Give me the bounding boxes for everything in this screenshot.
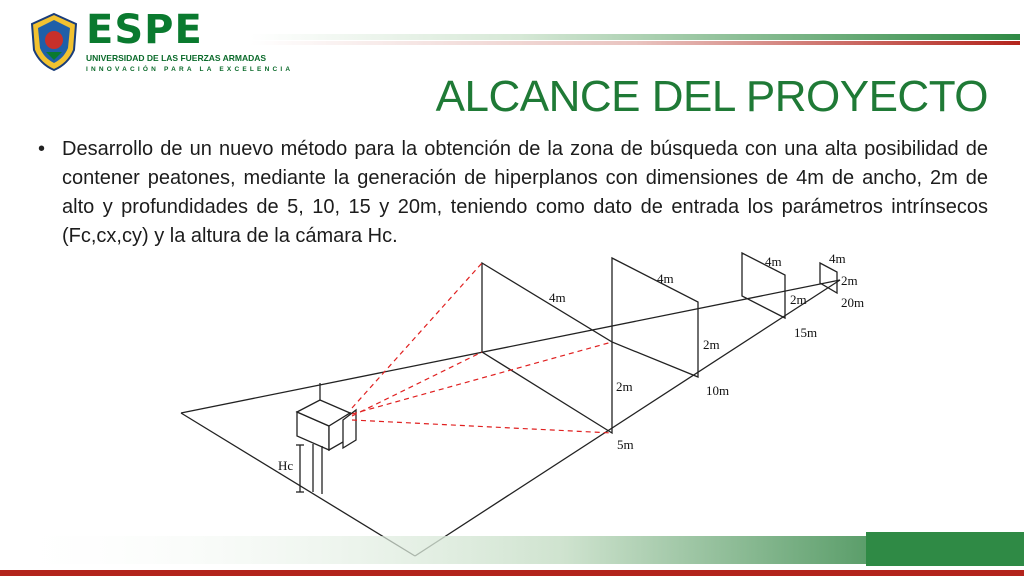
ground-line-right xyxy=(415,280,840,556)
width-label-15m: 4m xyxy=(765,254,782,269)
logo-wordmark: ESPE xyxy=(86,7,203,53)
camera-height-label: Hc xyxy=(278,458,294,473)
ray-5m-low xyxy=(352,352,482,416)
logo-subtitle: UNIVERSIDAD DE LAS FUERZAS ARMADAS xyxy=(86,53,267,63)
depth-label-20m: 20m xyxy=(841,295,865,310)
slide-title: ALCANCE DEL PROYECTO xyxy=(435,72,988,121)
depth-label-5m: 5m xyxy=(617,437,634,452)
height-label-20m: 2m xyxy=(841,273,858,288)
logo-tagline: INNOVACIÓN PARA LA EXCELENCIA xyxy=(86,66,294,73)
bullet-text: Desarrollo de un nuevo método para la obtención de la zona de búsqueda con una alta posibilidad de contener peatones, mediante la generación de hiperplanos con dimensiones de 4m de ancho, 2m de alto y profundidades de 5, 10, 15 y 20m, teniendo como dato de entrada los parámetros intrínsecos (Fc,cx,cy) y la altura de la cámara Hc. xyxy=(62,138,988,247)
width-label-10m: 4m xyxy=(657,271,674,286)
ray-5m-top xyxy=(352,263,482,408)
depth-label-15m: 15m xyxy=(794,325,818,340)
height-label-10m: 2m xyxy=(703,337,720,352)
hyperplane-20m xyxy=(820,263,837,293)
height-label-15m: 2m xyxy=(790,292,807,307)
ground-line-left xyxy=(181,280,840,413)
width-label-5m: 4m xyxy=(549,290,566,305)
depth-label-10m: 10m xyxy=(706,383,730,398)
ray-5m-bottom xyxy=(352,420,612,433)
footer-stripe xyxy=(0,526,1024,576)
bullet-marker: • xyxy=(38,138,46,160)
width-label-20m: 4m xyxy=(829,251,846,266)
height-label-5m: 2m xyxy=(616,379,633,394)
